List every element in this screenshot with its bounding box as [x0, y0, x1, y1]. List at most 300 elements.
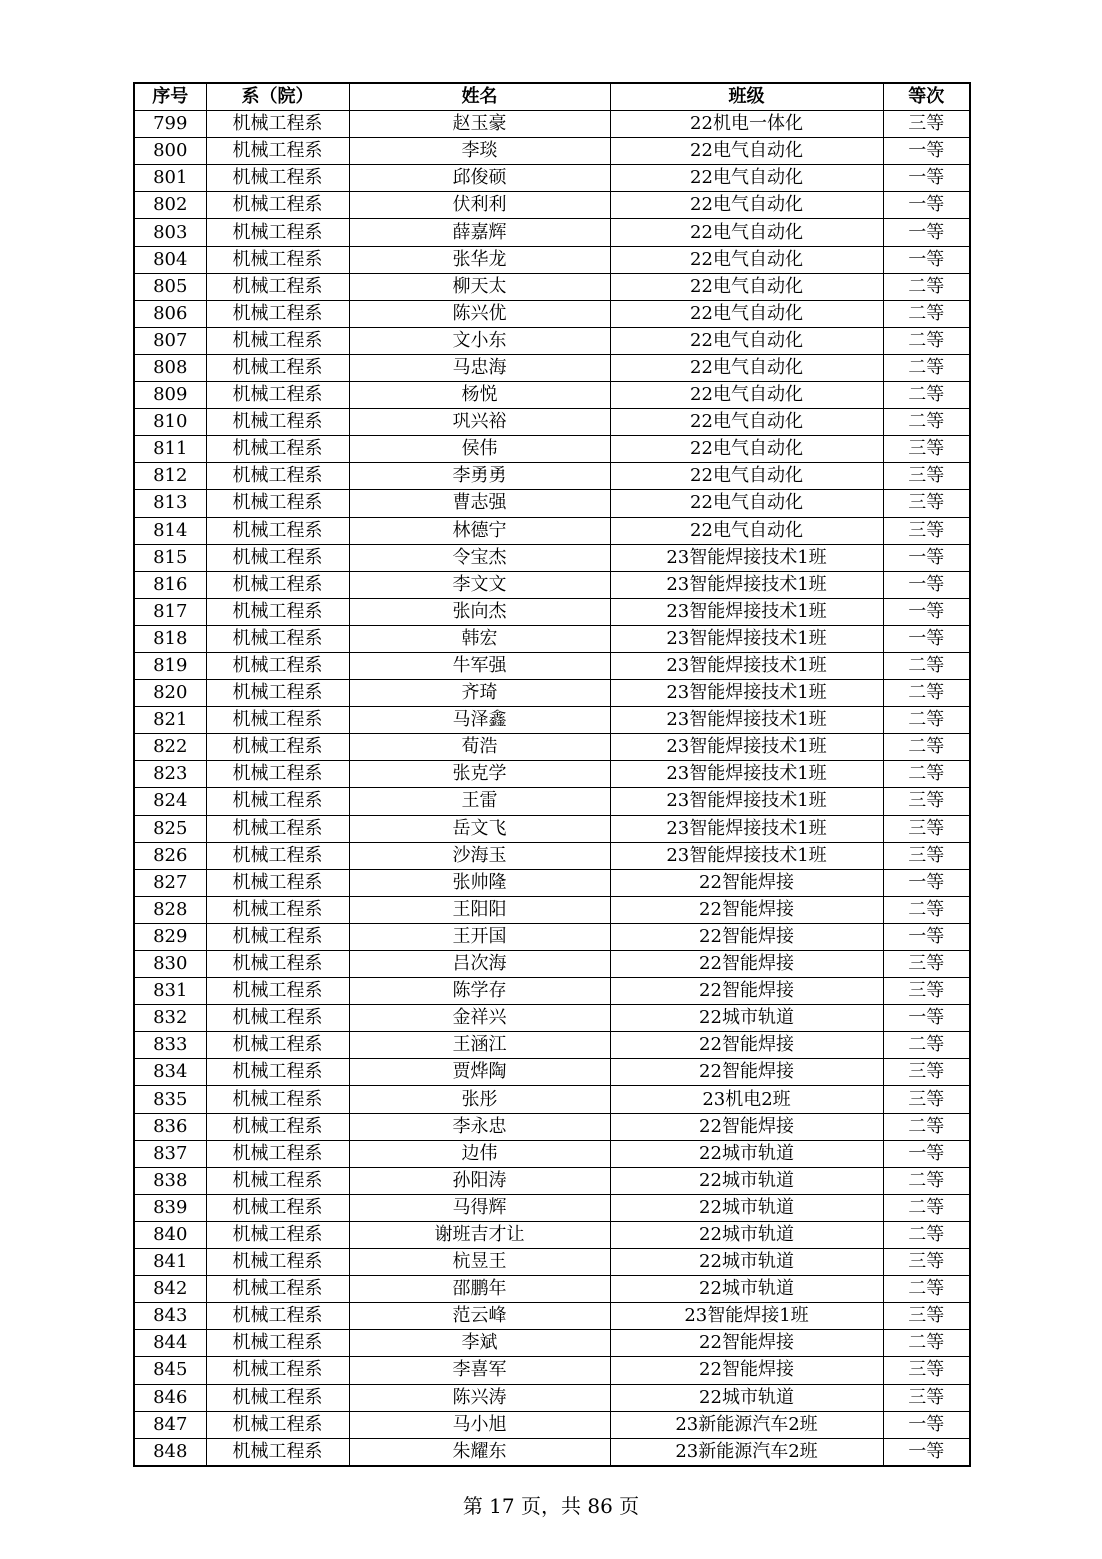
cell-class: 22城市轨道 — [610, 1194, 883, 1221]
cell-name: 金祥兴 — [349, 1005, 610, 1032]
cell-name: 贾烨陶 — [349, 1059, 610, 1086]
cell-index: 820 — [134, 680, 206, 707]
cell-class: 22电气自动化 — [610, 382, 883, 409]
cell-name: 孙阳涛 — [349, 1167, 610, 1194]
cell-index: 811 — [134, 436, 206, 463]
cell-class: 22智能焊接 — [610, 1113, 883, 1140]
table-row — [134, 1249, 970, 1276]
table-row — [134, 490, 970, 517]
cell-class: 23新能源汽车2班 — [610, 1411, 883, 1438]
cell-class: 23智能焊接技术1班 — [610, 598, 883, 625]
cell-grade: 三等 — [883, 1357, 970, 1384]
cell-grade: 三等 — [883, 1249, 970, 1276]
cell-department: 机械工程系 — [206, 707, 349, 734]
cell-name: 李喜军 — [349, 1357, 610, 1384]
cell-grade: 三等 — [883, 815, 970, 842]
cell-department: 机械工程系 — [206, 815, 349, 842]
cell-department: 机械工程系 — [206, 1411, 349, 1438]
cell-grade: 二等 — [883, 1194, 970, 1221]
cell-department: 机械工程系 — [206, 111, 349, 138]
cell-department: 机械工程系 — [206, 192, 349, 219]
cell-name: 王雷 — [349, 788, 610, 815]
cell-index: 818 — [134, 625, 206, 652]
table-row — [134, 842, 970, 869]
cell-index: 810 — [134, 409, 206, 436]
cell-index: 819 — [134, 652, 206, 679]
cell-grade: 一等 — [883, 246, 970, 273]
cell-index: 846 — [134, 1384, 206, 1411]
cell-index: 806 — [134, 300, 206, 327]
cell-index: 843 — [134, 1303, 206, 1330]
cell-index: 837 — [134, 1140, 206, 1167]
table-row — [134, 1140, 970, 1167]
cell-department: 机械工程系 — [206, 951, 349, 978]
cell-grade: 二等 — [883, 1032, 970, 1059]
cell-index: 833 — [134, 1032, 206, 1059]
cell-class: 23机电2班 — [610, 1086, 883, 1113]
cell-name: 陈兴涛 — [349, 1384, 610, 1411]
cell-name: 吕次海 — [349, 951, 610, 978]
table-row — [134, 1167, 970, 1194]
cell-index: 824 — [134, 788, 206, 815]
cell-grade: 一等 — [883, 869, 970, 896]
cell-class: 22智能焊接 — [610, 1357, 883, 1384]
cell-class: 23智能焊接技术1班 — [610, 571, 883, 598]
cell-grade: 一等 — [883, 138, 970, 165]
cell-department: 机械工程系 — [206, 327, 349, 354]
cell-department: 机械工程系 — [206, 625, 349, 652]
page-footer: 第 17 页，共 86 页 — [462, 1494, 640, 1518]
cell-department: 机械工程系 — [206, 300, 349, 327]
cell-department: 机械工程系 — [206, 978, 349, 1005]
table-row — [134, 138, 970, 165]
cell-grade: 三等 — [883, 517, 970, 544]
cell-index: 817 — [134, 598, 206, 625]
cell-grade: 一等 — [883, 165, 970, 192]
table-row — [134, 219, 970, 246]
cell-name: 文小东 — [349, 327, 610, 354]
cell-class: 22电气自动化 — [610, 354, 883, 381]
cell-grade: 三等 — [883, 951, 970, 978]
cell-index: 809 — [134, 382, 206, 409]
cell-class: 22电气自动化 — [610, 273, 883, 300]
cell-index: 841 — [134, 1249, 206, 1276]
table-row — [134, 246, 970, 273]
cell-grade: 一等 — [883, 923, 970, 950]
header-department: 系（院） — [206, 83, 349, 111]
cell-index: 808 — [134, 354, 206, 381]
cell-grade: 三等 — [883, 788, 970, 815]
cell-grade: 二等 — [883, 761, 970, 788]
table-row — [134, 409, 970, 436]
cell-index: 803 — [134, 219, 206, 246]
cell-index: 832 — [134, 1005, 206, 1032]
cell-name: 张向杰 — [349, 598, 610, 625]
cell-grade: 三等 — [883, 1059, 970, 1086]
cell-grade: 二等 — [883, 734, 970, 761]
cell-index: 827 — [134, 869, 206, 896]
cell-grade: 一等 — [883, 192, 970, 219]
cell-class: 22电气自动化 — [610, 517, 883, 544]
cell-department: 机械工程系 — [206, 652, 349, 679]
cell-name: 李勇勇 — [349, 463, 610, 490]
cell-department: 机械工程系 — [206, 490, 349, 517]
cell-index: 825 — [134, 815, 206, 842]
cell-index: 834 — [134, 1059, 206, 1086]
cell-department: 机械工程系 — [206, 1167, 349, 1194]
cell-grade: 三等 — [883, 463, 970, 490]
cell-class: 23智能焊接技术1班 — [610, 788, 883, 815]
cell-department: 机械工程系 — [206, 138, 349, 165]
cell-name: 曹志强 — [349, 490, 610, 517]
cell-department: 机械工程系 — [206, 436, 349, 463]
cell-grade: 一等 — [883, 1438, 970, 1466]
cell-index: 823 — [134, 761, 206, 788]
cell-index: 807 — [134, 327, 206, 354]
cell-class: 22电气自动化 — [610, 490, 883, 517]
cell-department: 机械工程系 — [206, 598, 349, 625]
cell-department: 机械工程系 — [206, 1059, 349, 1086]
cell-name: 邵鹏年 — [349, 1276, 610, 1303]
cell-grade: 三等 — [883, 1086, 970, 1113]
cell-class: 23新能源汽车2班 — [610, 1438, 883, 1466]
table-row — [134, 869, 970, 896]
table-row — [134, 1113, 970, 1140]
cell-name: 张帅隆 — [349, 869, 610, 896]
table-row — [134, 1086, 970, 1113]
cell-grade: 三等 — [883, 1303, 970, 1330]
cell-index: 801 — [134, 165, 206, 192]
table-row — [134, 517, 970, 544]
cell-name: 王涵江 — [349, 1032, 610, 1059]
header-grade: 等次 — [883, 83, 970, 111]
cell-grade: 二等 — [883, 382, 970, 409]
cell-grade: 一等 — [883, 219, 970, 246]
cell-class: 23智能焊接技术1班 — [610, 761, 883, 788]
table-header-row — [134, 83, 970, 111]
table-row — [134, 273, 970, 300]
table-row — [134, 1221, 970, 1248]
cell-class: 22城市轨道 — [610, 1276, 883, 1303]
table-row — [134, 598, 970, 625]
cell-index: 831 — [134, 978, 206, 1005]
cell-grade: 三等 — [883, 1384, 970, 1411]
cell-name: 王开国 — [349, 923, 610, 950]
cell-name: 赵玉豪 — [349, 111, 610, 138]
table-row — [134, 300, 970, 327]
cell-class: 22智能焊接 — [610, 978, 883, 1005]
cell-class: 22电气自动化 — [610, 463, 883, 490]
table-row — [134, 951, 970, 978]
table-row — [134, 354, 970, 381]
cell-index: 839 — [134, 1194, 206, 1221]
cell-grade: 二等 — [883, 707, 970, 734]
table-row — [134, 707, 970, 734]
table-row — [134, 1411, 970, 1438]
cell-department: 机械工程系 — [206, 382, 349, 409]
cell-class: 22机电一体化 — [610, 111, 883, 138]
table-row — [134, 192, 970, 219]
table-row — [134, 1276, 970, 1303]
table-row — [134, 923, 970, 950]
cell-index: 840 — [134, 1221, 206, 1248]
cell-name: 沙海玉 — [349, 842, 610, 869]
cell-grade: 三等 — [883, 490, 970, 517]
cell-grade: 一等 — [883, 625, 970, 652]
cell-grade: 二等 — [883, 652, 970, 679]
cell-class: 22城市轨道 — [610, 1249, 883, 1276]
cell-name: 李永忠 — [349, 1113, 610, 1140]
cell-name: 牛军强 — [349, 652, 610, 679]
cell-department: 机械工程系 — [206, 896, 349, 923]
cell-department: 机械工程系 — [206, 1249, 349, 1276]
table-row — [134, 327, 970, 354]
cell-index: 844 — [134, 1330, 206, 1357]
cell-grade: 一等 — [883, 598, 970, 625]
table-row — [134, 1303, 970, 1330]
cell-name: 令宝杰 — [349, 544, 610, 571]
cell-index: 845 — [134, 1357, 206, 1384]
cell-department: 机械工程系 — [206, 1032, 349, 1059]
table-body — [134, 111, 970, 1466]
cell-class: 22智能焊接 — [610, 951, 883, 978]
header-index: 序号 — [134, 83, 206, 111]
cell-index: 826 — [134, 842, 206, 869]
cell-name: 伏利利 — [349, 192, 610, 219]
cell-department: 机械工程系 — [206, 869, 349, 896]
cell-name: 谢班吉才让 — [349, 1221, 610, 1248]
table-row — [134, 463, 970, 490]
cell-name: 李琰 — [349, 138, 610, 165]
cell-name: 张彤 — [349, 1086, 610, 1113]
cell-department: 机械工程系 — [206, 219, 349, 246]
cell-grade: 二等 — [883, 327, 970, 354]
cell-department: 机械工程系 — [206, 680, 349, 707]
cell-class: 22电气自动化 — [610, 327, 883, 354]
cell-name: 李斌 — [349, 1330, 610, 1357]
cell-grade: 一等 — [883, 1005, 970, 1032]
cell-department: 机械工程系 — [206, 1194, 349, 1221]
award-list-sheet — [133, 82, 969, 1467]
cell-grade: 二等 — [883, 273, 970, 300]
cell-department: 机械工程系 — [206, 788, 349, 815]
cell-name: 马忠海 — [349, 354, 610, 381]
table-row — [134, 815, 970, 842]
cell-department: 机械工程系 — [206, 923, 349, 950]
table-row — [134, 761, 970, 788]
cell-class: 23智能焊接技术1班 — [610, 680, 883, 707]
table-row — [134, 652, 970, 679]
table-row — [134, 625, 970, 652]
cell-class: 22智能焊接 — [610, 1330, 883, 1357]
cell-index: 813 — [134, 490, 206, 517]
cell-department: 机械工程系 — [206, 246, 349, 273]
header-class: 班级 — [610, 83, 883, 111]
cell-department: 机械工程系 — [206, 517, 349, 544]
table-row — [134, 788, 970, 815]
cell-grade: 二等 — [883, 1167, 970, 1194]
cell-name: 林德宁 — [349, 517, 610, 544]
cell-class: 22智能焊接 — [610, 1032, 883, 1059]
table-row — [134, 1059, 970, 1086]
cell-name: 张克学 — [349, 761, 610, 788]
cell-department: 机械工程系 — [206, 1086, 349, 1113]
cell-class: 22电气自动化 — [610, 192, 883, 219]
cell-index: 830 — [134, 951, 206, 978]
cell-department: 机械工程系 — [206, 1330, 349, 1357]
cell-department: 机械工程系 — [206, 1357, 349, 1384]
cell-name: 齐琦 — [349, 680, 610, 707]
table-row — [134, 111, 970, 138]
cell-grade: 二等 — [883, 1276, 970, 1303]
cell-name: 邱俊硕 — [349, 165, 610, 192]
cell-class: 22智能焊接 — [610, 869, 883, 896]
cell-class: 23智能焊接技术1班 — [610, 815, 883, 842]
table-row — [134, 571, 970, 598]
cell-class: 22电气自动化 — [610, 165, 883, 192]
cell-grade: 二等 — [883, 680, 970, 707]
cell-department: 机械工程系 — [206, 1276, 349, 1303]
cell-index: 847 — [134, 1411, 206, 1438]
cell-grade: 二等 — [883, 409, 970, 436]
table-row — [134, 1384, 970, 1411]
cell-grade: 二等 — [883, 300, 970, 327]
cell-department: 机械工程系 — [206, 1303, 349, 1330]
cell-grade: 二等 — [883, 1330, 970, 1357]
cell-name: 杨悦 — [349, 382, 610, 409]
cell-class: 22城市轨道 — [610, 1384, 883, 1411]
cell-index: 828 — [134, 896, 206, 923]
cell-name: 马得辉 — [349, 1194, 610, 1221]
cell-name: 巩兴裕 — [349, 409, 610, 436]
cell-index: 848 — [134, 1438, 206, 1466]
cell-name: 侯伟 — [349, 436, 610, 463]
cell-department: 机械工程系 — [206, 354, 349, 381]
table-row — [134, 1438, 970, 1466]
cell-name: 马小旭 — [349, 1411, 610, 1438]
cell-index: 838 — [134, 1167, 206, 1194]
cell-class: 23智能焊接技术1班 — [610, 734, 883, 761]
cell-name: 李文文 — [349, 571, 610, 598]
cell-index: 800 — [134, 138, 206, 165]
cell-index: 802 — [134, 192, 206, 219]
cell-grade: 二等 — [883, 1113, 970, 1140]
cell-class: 23智能焊接技术1班 — [610, 544, 883, 571]
cell-class: 23智能焊接1班 — [610, 1303, 883, 1330]
table-row — [134, 1032, 970, 1059]
cell-class: 23智能焊接技术1班 — [610, 625, 883, 652]
cell-department: 机械工程系 — [206, 734, 349, 761]
table-row — [134, 1357, 970, 1384]
cell-department: 机械工程系 — [206, 544, 349, 571]
cell-index: 835 — [134, 1086, 206, 1113]
cell-name: 陈兴优 — [349, 300, 610, 327]
cell-index: 816 — [134, 571, 206, 598]
cell-department: 机械工程系 — [206, 1384, 349, 1411]
cell-name: 范云峰 — [349, 1303, 610, 1330]
cell-index: 836 — [134, 1113, 206, 1140]
cell-index: 822 — [134, 734, 206, 761]
table-row — [134, 1005, 970, 1032]
cell-index: 804 — [134, 246, 206, 273]
table-row — [134, 165, 970, 192]
cell-grade: 三等 — [883, 842, 970, 869]
cell-department: 机械工程系 — [206, 761, 349, 788]
table-row — [134, 896, 970, 923]
cell-name: 张华龙 — [349, 246, 610, 273]
table-row — [134, 544, 970, 571]
cell-department: 机械工程系 — [206, 1140, 349, 1167]
table-row — [134, 978, 970, 1005]
cell-class: 22智能焊接 — [610, 923, 883, 950]
table-row — [134, 382, 970, 409]
cell-class: 22电气自动化 — [610, 138, 883, 165]
cell-department: 机械工程系 — [206, 1113, 349, 1140]
cell-index: 812 — [134, 463, 206, 490]
cell-department: 机械工程系 — [206, 842, 349, 869]
cell-index: 805 — [134, 273, 206, 300]
cell-grade: 三等 — [883, 978, 970, 1005]
cell-index: 821 — [134, 707, 206, 734]
cell-grade: 一等 — [883, 544, 970, 571]
cell-grade: 三等 — [883, 436, 970, 463]
cell-grade: 一等 — [883, 1411, 970, 1438]
table-row — [134, 680, 970, 707]
cell-class: 22城市轨道 — [610, 1005, 883, 1032]
award-list-table — [133, 82, 971, 1467]
cell-department: 机械工程系 — [206, 409, 349, 436]
cell-name: 杭昱王 — [349, 1249, 610, 1276]
cell-department: 机械工程系 — [206, 1221, 349, 1248]
cell-grade: 三等 — [883, 111, 970, 138]
cell-class: 22城市轨道 — [610, 1221, 883, 1248]
cell-class: 23智能焊接技术1班 — [610, 842, 883, 869]
cell-name: 陈学存 — [349, 978, 610, 1005]
table-row — [134, 1194, 970, 1221]
cell-class: 22电气自动化 — [610, 409, 883, 436]
cell-name: 岳文飞 — [349, 815, 610, 842]
cell-index: 842 — [134, 1276, 206, 1303]
cell-name: 荀浩 — [349, 734, 610, 761]
cell-class: 22城市轨道 — [610, 1140, 883, 1167]
cell-class: 23智能焊接技术1班 — [610, 652, 883, 679]
cell-class: 22智能焊接 — [610, 1059, 883, 1086]
cell-department: 机械工程系 — [206, 463, 349, 490]
cell-class: 22城市轨道 — [610, 1167, 883, 1194]
cell-grade: 一等 — [883, 571, 970, 598]
cell-department: 机械工程系 — [206, 273, 349, 300]
cell-index: 829 — [134, 923, 206, 950]
cell-department: 机械工程系 — [206, 1005, 349, 1032]
header-name: 姓名 — [349, 83, 610, 111]
cell-department: 机械工程系 — [206, 571, 349, 598]
cell-name: 边伟 — [349, 1140, 610, 1167]
cell-grade: 二等 — [883, 354, 970, 381]
cell-class: 22智能焊接 — [610, 896, 883, 923]
cell-index: 799 — [134, 111, 206, 138]
cell-grade: 二等 — [883, 896, 970, 923]
cell-name: 王阳阳 — [349, 896, 610, 923]
cell-class: 22电气自动化 — [610, 436, 883, 463]
cell-index: 814 — [134, 517, 206, 544]
cell-grade: 一等 — [883, 1140, 970, 1167]
cell-name: 朱耀东 — [349, 1438, 610, 1466]
table-row — [134, 436, 970, 463]
table-row — [134, 734, 970, 761]
cell-name: 薛嘉辉 — [349, 219, 610, 246]
cell-class: 22电气自动化 — [610, 219, 883, 246]
cell-department: 机械工程系 — [206, 1438, 349, 1466]
